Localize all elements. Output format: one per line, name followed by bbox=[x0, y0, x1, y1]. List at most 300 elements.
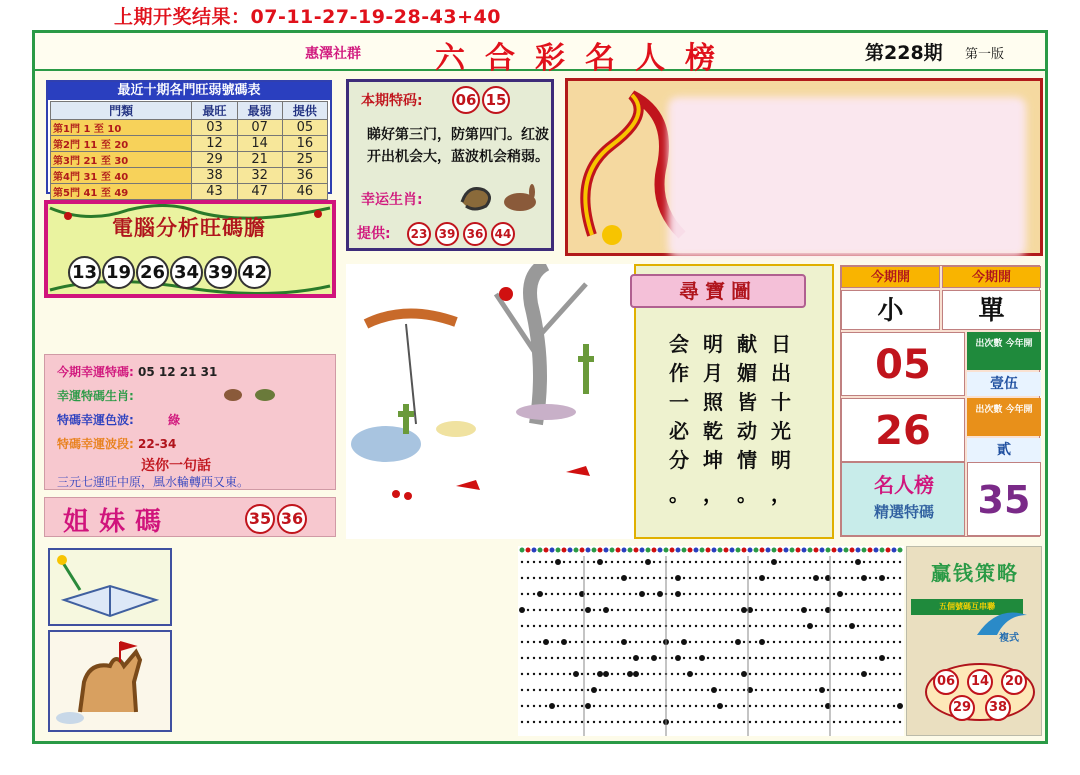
grid-dot bbox=[677, 561, 679, 563]
size-value: 小 bbox=[841, 290, 940, 330]
grid-header-dot bbox=[688, 548, 693, 553]
grid-dot bbox=[521, 561, 523, 563]
grid-dot bbox=[557, 721, 559, 723]
grid-dot bbox=[833, 673, 835, 675]
grid-dot bbox=[791, 593, 793, 595]
grid-dot bbox=[857, 593, 859, 595]
number-ball: 14 bbox=[967, 669, 993, 695]
grid-dot bbox=[603, 671, 609, 677]
grid-dot bbox=[801, 607, 807, 613]
grid-dot bbox=[539, 657, 541, 659]
grid-dot bbox=[851, 705, 853, 707]
hot-cell: 12 bbox=[192, 136, 237, 152]
grid-dot bbox=[563, 625, 565, 627]
grid-dot bbox=[701, 609, 703, 611]
grid-dot bbox=[809, 641, 811, 643]
grid-dot bbox=[623, 657, 625, 659]
riddle-illustration bbox=[346, 264, 638, 539]
saying-text: 三元七運旺中原，風水輪轉西又東。 bbox=[57, 475, 250, 489]
grid-dot bbox=[869, 657, 871, 659]
grid-dot bbox=[743, 625, 745, 627]
grid-dot bbox=[551, 657, 553, 659]
grid-dot bbox=[857, 577, 859, 579]
grid-dot bbox=[815, 641, 817, 643]
grid-dot bbox=[875, 657, 877, 659]
grid-dot bbox=[521, 705, 523, 707]
grid-dot bbox=[521, 625, 523, 627]
grid-header-dot bbox=[778, 548, 783, 553]
grid-dot bbox=[827, 721, 829, 723]
grid-dot bbox=[707, 705, 709, 707]
grid-dot bbox=[893, 657, 895, 659]
grid-dot bbox=[575, 705, 577, 707]
grid-dot bbox=[671, 673, 673, 675]
win-strategy-note: 複式 bbox=[999, 633, 1019, 644]
grid-dot bbox=[755, 673, 757, 675]
grid-dot bbox=[557, 577, 559, 579]
grid-dot bbox=[587, 689, 589, 691]
grid-header-dot bbox=[886, 548, 891, 553]
grid-dot bbox=[677, 721, 679, 723]
grid-dot bbox=[863, 561, 865, 563]
grid-dot bbox=[845, 721, 847, 723]
grid-dot bbox=[899, 609, 901, 611]
grid-dot bbox=[659, 641, 661, 643]
grid-dot bbox=[869, 577, 871, 579]
grid-dot bbox=[581, 609, 583, 611]
camel-icon bbox=[50, 632, 170, 730]
grid-header-dot bbox=[766, 548, 771, 553]
grid-dot bbox=[629, 705, 631, 707]
grid-dot bbox=[899, 657, 901, 659]
grid-dot bbox=[845, 577, 847, 579]
grid-dot bbox=[539, 641, 541, 643]
page-title: 六合彩名人榜 bbox=[435, 41, 735, 76]
grid-dot bbox=[857, 625, 859, 627]
grid-header-dot bbox=[598, 548, 603, 553]
grid-dot bbox=[617, 689, 619, 691]
grid-dot bbox=[797, 609, 799, 611]
grid-dot bbox=[725, 721, 727, 723]
grid-dot bbox=[767, 673, 769, 675]
grid-dot bbox=[617, 609, 619, 611]
grid-dot bbox=[773, 625, 775, 627]
grid-dot bbox=[875, 609, 877, 611]
grid-dot bbox=[797, 721, 799, 723]
grid-dot bbox=[755, 609, 757, 611]
grid-dot bbox=[749, 561, 751, 563]
hot-cell: 43 bbox=[192, 184, 237, 200]
grid-dot bbox=[603, 607, 609, 613]
grid-dot bbox=[833, 721, 835, 723]
grid-dot bbox=[837, 591, 843, 597]
grid-dot bbox=[731, 561, 733, 563]
grid-dot bbox=[527, 673, 529, 675]
grid-dot bbox=[755, 625, 757, 627]
grid-header-dot bbox=[586, 548, 591, 553]
grid-dot bbox=[689, 689, 691, 691]
grid-dot bbox=[681, 639, 687, 645]
grid-dot bbox=[761, 609, 763, 611]
grid-dot bbox=[683, 625, 685, 627]
grid-dot bbox=[647, 641, 649, 643]
grid-dot bbox=[797, 689, 799, 691]
grid-dot bbox=[635, 577, 637, 579]
grid-dot bbox=[629, 657, 631, 659]
grid-dot bbox=[713, 577, 715, 579]
count-value: 壹伍 bbox=[967, 372, 1041, 396]
grid-header-dot bbox=[550, 548, 555, 553]
grid-dot bbox=[833, 657, 835, 659]
grid-dot bbox=[605, 577, 607, 579]
grid-dot bbox=[521, 657, 523, 659]
grid-dot bbox=[587, 593, 589, 595]
grid-dot bbox=[863, 641, 865, 643]
grid-dot bbox=[677, 705, 679, 707]
grid-dot bbox=[527, 721, 529, 723]
grid-dot bbox=[647, 593, 649, 595]
grid-dot bbox=[797, 561, 799, 563]
grid-header-dot bbox=[646, 548, 651, 553]
number-ball: 44 bbox=[491, 222, 515, 246]
grid-dot bbox=[761, 705, 763, 707]
period-head-right: 今期開 bbox=[942, 266, 1041, 288]
grid-dot bbox=[551, 609, 553, 611]
grid-dot bbox=[767, 689, 769, 691]
hot-cell: 38 bbox=[192, 168, 237, 184]
hot-cell: 03 bbox=[192, 120, 237, 136]
zodiac-animals-icon bbox=[454, 180, 544, 216]
grid-dot bbox=[635, 721, 637, 723]
grid-dot bbox=[593, 561, 595, 563]
grid-dot bbox=[707, 625, 709, 627]
grid-header-dot bbox=[556, 548, 561, 553]
grid-dot bbox=[735, 639, 741, 645]
grid-dot bbox=[773, 689, 775, 691]
grid-header-dot bbox=[640, 548, 645, 553]
grid-dot bbox=[621, 639, 627, 645]
grid-dot bbox=[539, 609, 541, 611]
grid-dot bbox=[887, 593, 889, 595]
grid-dot bbox=[725, 657, 727, 659]
grid-dot bbox=[689, 577, 691, 579]
grid-dot bbox=[707, 609, 709, 611]
grid-dot bbox=[881, 561, 883, 563]
grid-dot bbox=[671, 561, 673, 563]
grid-dot bbox=[575, 577, 577, 579]
grid-dot bbox=[593, 705, 595, 707]
grid-header-dot bbox=[802, 548, 807, 553]
grid-dot bbox=[549, 703, 555, 709]
grid-dot bbox=[653, 673, 655, 675]
offer-cell: 25 bbox=[282, 152, 327, 168]
grid-dot bbox=[605, 593, 607, 595]
grid-dot bbox=[575, 721, 577, 723]
fame-cell bbox=[841, 462, 965, 536]
poem-column: 会作一必分 bbox=[669, 332, 689, 472]
grid-dot bbox=[671, 705, 673, 707]
grid-dot bbox=[875, 625, 877, 627]
grid-dot bbox=[819, 687, 825, 693]
group-cell: 第3門 21 至 30 bbox=[51, 152, 192, 168]
grid-dot bbox=[599, 609, 601, 611]
grid-dot bbox=[599, 593, 601, 595]
poem-punct: ， bbox=[771, 482, 791, 506]
grid-dot bbox=[707, 721, 709, 723]
grid-dot bbox=[791, 625, 793, 627]
grid-dot bbox=[875, 721, 877, 723]
grid-dot bbox=[803, 673, 805, 675]
grid-dot bbox=[761, 561, 763, 563]
table-row bbox=[51, 152, 328, 168]
grid-dot bbox=[731, 609, 733, 611]
number-ball: 06 bbox=[933, 669, 959, 695]
grid-dot bbox=[569, 561, 571, 563]
grid-header-dot bbox=[850, 548, 855, 553]
grid-dot bbox=[815, 625, 817, 627]
grid-dot bbox=[767, 641, 769, 643]
grid-dot bbox=[647, 609, 649, 611]
grid-dot bbox=[659, 705, 661, 707]
cold-cell: 32 bbox=[237, 168, 282, 184]
zodiac-mini-icon bbox=[221, 385, 281, 403]
grid-dot bbox=[611, 721, 613, 723]
grid-dot bbox=[641, 705, 643, 707]
grid-dot bbox=[779, 705, 781, 707]
grid-dot bbox=[749, 641, 751, 643]
grid-dot bbox=[899, 577, 901, 579]
grid-dot bbox=[743, 641, 745, 643]
grid-dot bbox=[617, 593, 619, 595]
grid-dot bbox=[863, 689, 865, 691]
grid-dot bbox=[779, 721, 781, 723]
column-header: 提供 bbox=[282, 102, 327, 120]
grid-dot bbox=[785, 641, 787, 643]
grid-dot bbox=[597, 671, 603, 677]
grid-dot bbox=[713, 673, 715, 675]
grid-dot bbox=[585, 607, 591, 613]
grid-dot bbox=[755, 561, 757, 563]
grid-dot bbox=[569, 593, 571, 595]
grid-dot bbox=[893, 593, 895, 595]
grid-dot bbox=[677, 689, 679, 691]
grid-header-dot bbox=[844, 548, 849, 553]
grid-dot bbox=[725, 705, 727, 707]
grid-dot bbox=[581, 657, 583, 659]
grid-dot bbox=[611, 641, 613, 643]
grid-dot bbox=[803, 625, 805, 627]
poem-column: 献媚皆动情 bbox=[737, 332, 757, 472]
offer-cell: 05 bbox=[282, 120, 327, 136]
grid-dot bbox=[629, 577, 631, 579]
grid-dot bbox=[599, 577, 601, 579]
grid-dot bbox=[641, 577, 643, 579]
grid-dot bbox=[599, 689, 601, 691]
grid-dot bbox=[755, 577, 757, 579]
grid-dot bbox=[737, 721, 739, 723]
grid-dot bbox=[611, 625, 613, 627]
grid-dot bbox=[675, 575, 681, 581]
period-head-left: 今期開 bbox=[841, 266, 940, 288]
grid-dot bbox=[725, 561, 727, 563]
grid-dot bbox=[743, 721, 745, 723]
grid-dot bbox=[755, 721, 757, 723]
grid-dot bbox=[719, 641, 721, 643]
grid-dot bbox=[803, 705, 805, 707]
grid-header-dot bbox=[652, 548, 657, 553]
grid-dot bbox=[527, 593, 529, 595]
grid-dot bbox=[815, 673, 817, 675]
grid-dot bbox=[599, 657, 601, 659]
grid-dot bbox=[845, 609, 847, 611]
grid-dot bbox=[809, 593, 811, 595]
grid-dot bbox=[851, 593, 853, 595]
grid-dot bbox=[587, 657, 589, 659]
grid-dot bbox=[587, 561, 589, 563]
grid-header-dot bbox=[856, 548, 861, 553]
grid-dot bbox=[569, 705, 571, 707]
grid-dot bbox=[635, 609, 637, 611]
grid-dot bbox=[605, 705, 607, 707]
grid-dot bbox=[719, 593, 721, 595]
number-ball: 42 bbox=[238, 256, 271, 289]
grid-dot bbox=[533, 673, 535, 675]
tip-text: 睇好第三门，防第四门。红波开出机会大，蓝波机会稍弱。 bbox=[367, 127, 549, 165]
grid-dot bbox=[527, 625, 529, 627]
grid-dot bbox=[845, 689, 847, 691]
grid-dot bbox=[833, 577, 835, 579]
grid-dot bbox=[881, 721, 883, 723]
number-ball: 06 bbox=[452, 86, 480, 114]
grid-dot bbox=[893, 577, 895, 579]
grid-dot bbox=[587, 625, 589, 627]
grid-dot bbox=[767, 721, 769, 723]
grid-dot bbox=[719, 673, 721, 675]
grid-dot bbox=[581, 641, 583, 643]
grid-dot bbox=[863, 721, 865, 723]
grid-header-dot bbox=[610, 548, 615, 553]
sister-numbers-label: 姐妹碼 bbox=[63, 507, 172, 537]
grid-dot bbox=[833, 561, 835, 563]
table-row bbox=[51, 168, 328, 184]
grid-header-dot bbox=[670, 548, 675, 553]
lucky-color-value: 綠 bbox=[168, 413, 181, 427]
grid-dot bbox=[569, 689, 571, 691]
grid-dot bbox=[671, 721, 673, 723]
grid-dot bbox=[689, 561, 691, 563]
number-ball: 26 bbox=[136, 256, 169, 289]
grid-dot bbox=[545, 673, 547, 675]
grid-header-dot bbox=[880, 548, 885, 553]
win-strategy-panel bbox=[906, 546, 1042, 736]
grid-dot bbox=[845, 657, 847, 659]
grid-dot bbox=[759, 575, 765, 581]
grid-header-dot bbox=[742, 548, 747, 553]
grid-dot bbox=[827, 673, 829, 675]
offer-cell: 46 bbox=[282, 184, 327, 200]
grid-dot bbox=[677, 641, 679, 643]
grid-header-dot bbox=[700, 548, 705, 553]
grid-dot bbox=[809, 673, 811, 675]
grid-dot bbox=[815, 721, 817, 723]
grid-dot bbox=[629, 561, 631, 563]
grid-dot bbox=[887, 689, 889, 691]
grid-dot bbox=[653, 577, 655, 579]
sister-numbers bbox=[245, 504, 309, 534]
grid-dot bbox=[861, 575, 867, 581]
grid-dot bbox=[551, 593, 553, 595]
grid-dot bbox=[821, 641, 823, 643]
treasure-map-panel bbox=[634, 264, 834, 539]
grid-header-dot bbox=[832, 548, 837, 553]
grid-dot bbox=[755, 689, 757, 691]
grid-dot bbox=[557, 673, 559, 675]
grid-dot bbox=[861, 671, 867, 677]
grid-dot bbox=[779, 609, 781, 611]
grid-dot bbox=[743, 689, 745, 691]
grid-dot bbox=[737, 609, 739, 611]
grid-dot bbox=[719, 625, 721, 627]
grid-dot bbox=[809, 721, 811, 723]
grid-dot bbox=[827, 641, 829, 643]
number-ball: 23 bbox=[407, 222, 431, 246]
grid-dot bbox=[647, 673, 649, 675]
grid-dot bbox=[717, 703, 723, 709]
number-ball: 34 bbox=[170, 256, 203, 289]
grid-dot bbox=[659, 609, 661, 611]
grid-dot bbox=[563, 673, 565, 675]
grid-dot bbox=[701, 625, 703, 627]
grid-dot bbox=[875, 705, 877, 707]
issue-number: 第228期 bbox=[865, 42, 943, 64]
grid-dot bbox=[899, 561, 901, 563]
grid-header-dot bbox=[592, 548, 597, 553]
grid-dot bbox=[593, 721, 595, 723]
grid-dot bbox=[791, 657, 793, 659]
grid-header-dot bbox=[682, 548, 687, 553]
grid-dot bbox=[761, 657, 763, 659]
grid-dot bbox=[533, 609, 535, 611]
grid-dot bbox=[767, 625, 769, 627]
cold-cell: 47 bbox=[237, 184, 282, 200]
grid-dot bbox=[623, 609, 625, 611]
grid-dot bbox=[617, 705, 619, 707]
grid-dot bbox=[875, 577, 877, 579]
grid-dot bbox=[659, 689, 661, 691]
grid-dot bbox=[713, 657, 715, 659]
grid-dot bbox=[743, 705, 745, 707]
grid-dot bbox=[545, 561, 547, 563]
grid-dot bbox=[797, 577, 799, 579]
grid-dot bbox=[773, 673, 775, 675]
grid-header-dot bbox=[568, 548, 573, 553]
grid-header-dot bbox=[616, 548, 621, 553]
grid-dot bbox=[641, 673, 643, 675]
grid-dot bbox=[815, 705, 817, 707]
grid-dot bbox=[539, 561, 541, 563]
grid-dot bbox=[863, 657, 865, 659]
grid-dot bbox=[671, 641, 673, 643]
grid-dot bbox=[839, 641, 841, 643]
grid-dot bbox=[711, 687, 717, 693]
grid-dot bbox=[575, 609, 577, 611]
grid-dot bbox=[683, 673, 685, 675]
grid-dot bbox=[701, 705, 703, 707]
grid-dot bbox=[875, 673, 877, 675]
grid-dot bbox=[869, 705, 871, 707]
grid-dot bbox=[653, 625, 655, 627]
grid-dot bbox=[827, 625, 829, 627]
